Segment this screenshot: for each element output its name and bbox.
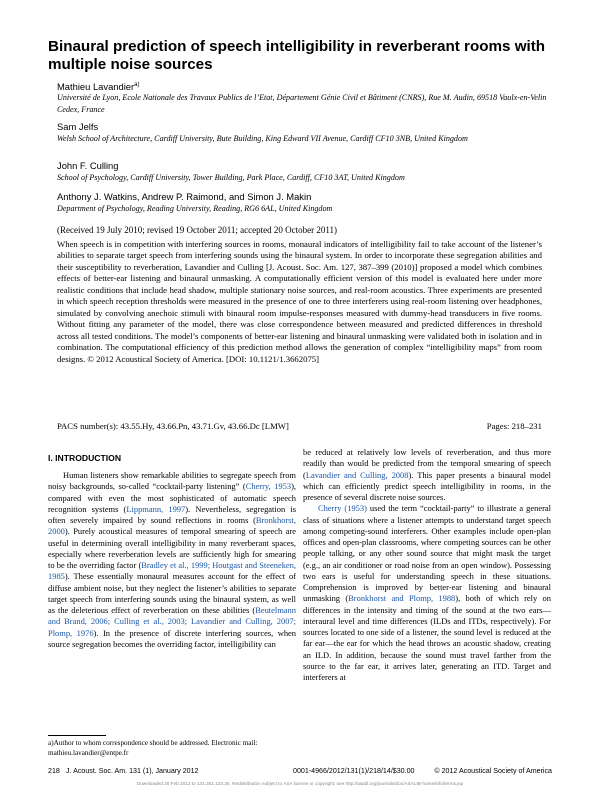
author-footnote-mark[interactable]: a) — [134, 82, 140, 88]
citation-link[interactable]: Lavandier and Culling, 2008 — [305, 469, 409, 480]
correspondence-footnote: a)Author to whom correspondence should be addressed. Electronic mail: mathieu.lavandier@entpe.fr — [48, 739, 258, 757]
abstract: When speech is in competition with interfering sources in rooms, monaural indicators of intelligibility fail to take account of the listener’s abilities to separate target speech from interfering sounds using the binaural system. In order to incorporate these segregation abilities and their susceptibility to reverberation, Lavandier and Culling [J. Acoust. Soc. Am. 127, 387–399 (2010)] proposed a model which combines effects of better-ear listening and binaural unmasking. A computationally efficient version of this model is evaluated here under more realistic conditions that include head shadow, multiple stationary noise sources, and real-room acoustics. Three experiments are presented in which speech reception thresholds were measured in the presence of one to three interferers using real-room listening over headphones, simulated by convolving anechoic stimuli with binaural room impulse-responses measured with dummy-head transducers in five rooms. Without fitting any parameter of the model, there was close correspondence between measured and predicted differences in threshold across all tested conditions. The model’s components of better-ear listening and binaural unmasking were validated both in isolation and in combination. The computational efficiency of this prediction method allows the generation of complex “intelligibility maps” from room designs. © 2012 Acoustical Society of America. [DOI: 10.1121/1.3662075] — [57, 239, 542, 364]
affiliation-lavandier: Université de Lyon, Ecole Nationale des Travaux Publics de l’Etat, Département Génie Civil et Bâtiment (CNRS), Rue M. Audin, 69518 Vaulx-en-Velin Cedex, France — [57, 93, 547, 114]
affiliation-jelfs: Welsh School of Architecture, Cardiff University, Bute Building, King Edward VII Avenue, Cardiff CF10 3NB, United Kingdom — [57, 134, 468, 143]
pacs-numbers: PACS number(s): 43.55.Hy, 43.66.Pn, 43.71.Gv, 43.66.Dc [LMW] — [57, 421, 289, 431]
citation-link[interactable]: Bronkhorst, 2000 — [48, 515, 296, 537]
citation-link[interactable]: Bronkhorst and Plomp, 1988 — [348, 593, 456, 604]
article-code: 0001-4966/2012/131(1)/218/14/$30.00 — [293, 767, 415, 775]
author-culling: John F. Culling — [57, 160, 119, 171]
intro-paragraph: Cherry (1953) used the term “cocktail-party” to illustrate a general class of situations where a listener attempts to understand target speech among competing-sound interferers. Other examples include open-plan offices and open-plan classrooms, where competing sources can be other people talking, or any other sound source that might mask the target (e.g., an air conditioner or road noise from an open window). Possessing two ears is useful for understanding speech in these situations. Comprehension is improved by better-ear listening and binaural unmasking (Bronkhorst and Plomp, 1988), both of which rely on differences in the intensity and timing of the sound at the two ears—interaural level and time differences (ILDs and ITDs, respectively). For sources located to one side of a listener, the sound level is reduced at the far ear—the ear for which the head throws an acoustic shadow, creating an ILD. In addition, because the sound must travel farther from the source to the far ear, it arrives later, generating an ITD. Target and interferers at — [303, 503, 551, 682]
received-dates: (Received 19 July 2010; revised 19 October 2011; accepted 20 October 2011) — [57, 225, 337, 235]
intro-left-column — [48, 470, 296, 650]
intro-paragraph: Human listeners show remarkable abilities to segregate speech from noisy backgrounds, so-called “cocktail-party listening” (Cherry, 1953), compared with even the most sophisticated of automatic speech recognition systems (Lippmann, 1997). Nevertheless, segregation is often severely impaired by sound reflections in rooms (Bronkhorst, 2000). Purely acoustical measures of temporal smearing of speech are useful in determining overall intelligibility in many reverberant spaces, especially where reverberation levels are sufficiently high for smearing to be the overriding factor (Bradley et al., 1999; Houtgast and Steeneken, 1985). These essentially monaural measures account for the effect of diffuse ambient noise, but they neglect the listener’s abilities to separate target speech from interfering sounds using the binaural system, as well as the deleterious effect of reverberation on these abilities (Beutelmann and Brand, 2006; Culling et al., 2003; Lavandier and Culling, 2007; Plomp, 1976). In the presence of discrete interfering sources, when source segregation becomes the overriding factor, intelligibility can — [48, 470, 297, 649]
section-heading: I. INTRODUCTION — [48, 453, 122, 463]
journal-citation: J. Acoust. Soc. Am. 131 (1), January 2012 — [66, 767, 199, 775]
author-lavandier — [57, 80, 139, 92]
affiliation-reading: Department of Psychology, Reading University, Reading, RG6 6AL, United Kingdom — [57, 204, 333, 213]
page-range: Pages: 218–231 — [486, 421, 542, 431]
page-number: 218 — [48, 767, 60, 775]
author-watkins-raimond-makin: Anthony J. Watkins, Andrew P. Raimond, and Simon J. Makin — [57, 191, 312, 202]
citation-link[interactable]: Bradley et al., 1999; Houtgast and Steeneken, 1985 — [48, 560, 297, 582]
footnote-divider — [48, 735, 106, 736]
author-name: Mathieu Lavandier — [57, 81, 135, 93]
intro-right-column — [303, 447, 551, 683]
affiliation-culling: School of Psychology, Cardiff University, Tower Building, Park Place, Cardiff, CF10 3AT, United Kingdom — [57, 173, 405, 182]
download-note: Downloaded 20 Feb 2012 to 131.251.133.25. Redistribution subject to ASA license or copyright; see http://asadl.org/journals/doc/ASALIB-home/info/terms.jsp — [136, 781, 464, 786]
author-jelfs: Sam Jelfs — [57, 121, 99, 132]
citation-link[interactable]: Lippmann, 1997 — [126, 503, 186, 514]
citation-link[interactable]: Cherry (1953) — [318, 503, 367, 514]
citation-link[interactable]: Cherry, 1953 — [245, 481, 292, 492]
copyright: © 2012 Acoustical Society of America — [434, 767, 552, 775]
paper-title: Binaural prediction of speech intelligibility in reverberant rooms with multiple noise sources — [48, 38, 546, 73]
citation-link[interactable]: Beutelmann and Brand, 2006; Culling et al., 2003; Lavandier and Culling, 2007; Plomp, 1976 — [48, 605, 296, 638]
intro-paragraph: be reduced at relatively low levels of reverberation, and thus more readily than would be predicted from the temporal smearing of speech (Lavandier and Culling, 2008). This paper presents a binaural model which can efficiently predict speech intelligibility in rooms, in the presence of several discrete noise sources. — [303, 447, 551, 502]
pacs-row — [57, 421, 542, 432]
